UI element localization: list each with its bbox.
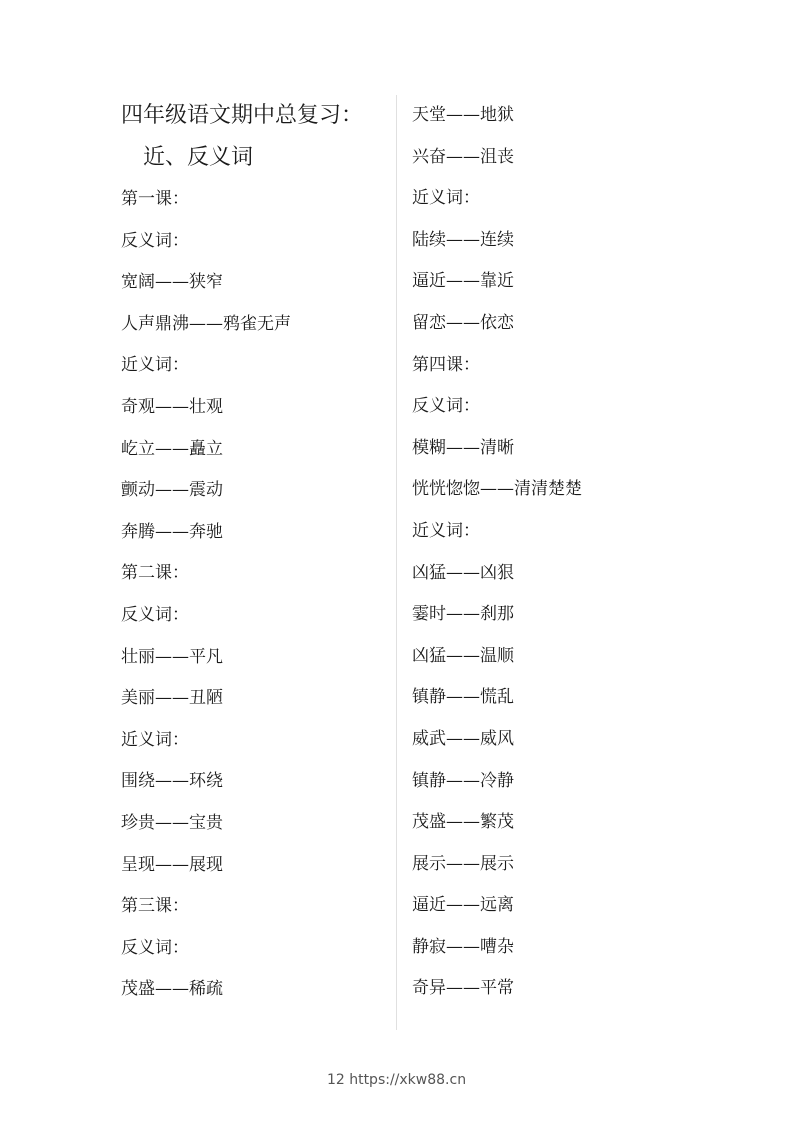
text-line: 反义词： xyxy=(121,937,189,958)
text-line: 镇静——冷静 xyxy=(412,770,514,791)
left-line-list xyxy=(121,179,386,1011)
text-line: 反义词： xyxy=(412,396,480,417)
text-line: 奇异——平常 xyxy=(412,978,514,999)
text-line: 美丽——丑陋 xyxy=(121,688,223,709)
text-line: 近义词： xyxy=(121,729,189,750)
text-line: 逼近——远离 xyxy=(412,895,514,916)
text-line: 茂盛——稀疏 xyxy=(121,979,223,1000)
text-line: 第四课： xyxy=(412,354,480,375)
text-line: 霎时——刹那 xyxy=(412,604,514,625)
text-line: 颤动——震动 xyxy=(121,480,223,501)
text-line: 第三课： xyxy=(121,896,189,917)
text-line: 兴奋——沮丧 xyxy=(412,146,514,167)
text-line: 逼近——靠近 xyxy=(412,271,514,292)
text-line: 反义词： xyxy=(121,230,189,251)
text-line: 模糊——清晰 xyxy=(412,437,514,458)
text-line: 凶猛——凶狠 xyxy=(412,562,514,583)
text-line: 近义词： xyxy=(412,520,480,541)
page-title: 四年级语文期中总复习： xyxy=(121,103,364,128)
text-line: 第一课： xyxy=(121,189,189,209)
text-line: 反义词： xyxy=(121,604,189,625)
text-line: 第二课： xyxy=(121,563,189,584)
text-line: 展示——展示 xyxy=(412,853,514,874)
text-line: 威武——威风 xyxy=(412,728,514,749)
text-line: 恍恍惚惚——清清楚楚 xyxy=(412,479,582,500)
text-line: 呈现——展现 xyxy=(121,854,223,875)
page-subtitle: 近、反义词 xyxy=(143,145,254,170)
text-line: 茂盛——繁茂 xyxy=(412,812,514,833)
text-line: 镇静——慌乱 xyxy=(412,687,514,708)
text-line: 近义词： xyxy=(121,355,189,376)
text-line: 珍贵——宝贵 xyxy=(121,812,223,833)
text-line: 陆续——连续 xyxy=(412,229,514,250)
right-column xyxy=(412,95,712,1010)
text-line: 留恋——依恋 xyxy=(412,312,514,333)
text-line: 围绕——环绕 xyxy=(121,771,223,792)
text-line: 凶猛——温顺 xyxy=(412,645,514,666)
text-line: 屹立——矗立 xyxy=(121,438,223,459)
text-line: 人声鼎沸——鸦雀无声 xyxy=(121,313,291,334)
right-line-list xyxy=(412,95,712,1010)
text-line: 奇观——壮观 xyxy=(121,396,223,417)
text-line: 近义词： xyxy=(412,188,480,209)
page-footer: 12 https://xkw88.cn xyxy=(326,1072,467,1088)
text-line: 宽阔——狭窄 xyxy=(121,272,223,293)
text-line: 天堂——地狱 xyxy=(412,105,514,125)
text-line: 静寂——嘈杂 xyxy=(412,936,514,957)
left-column xyxy=(121,95,386,1011)
text-line: 壮丽——平凡 xyxy=(121,646,223,667)
column-divider xyxy=(396,95,397,1030)
text-line: 奔腾——奔驰 xyxy=(121,521,223,542)
